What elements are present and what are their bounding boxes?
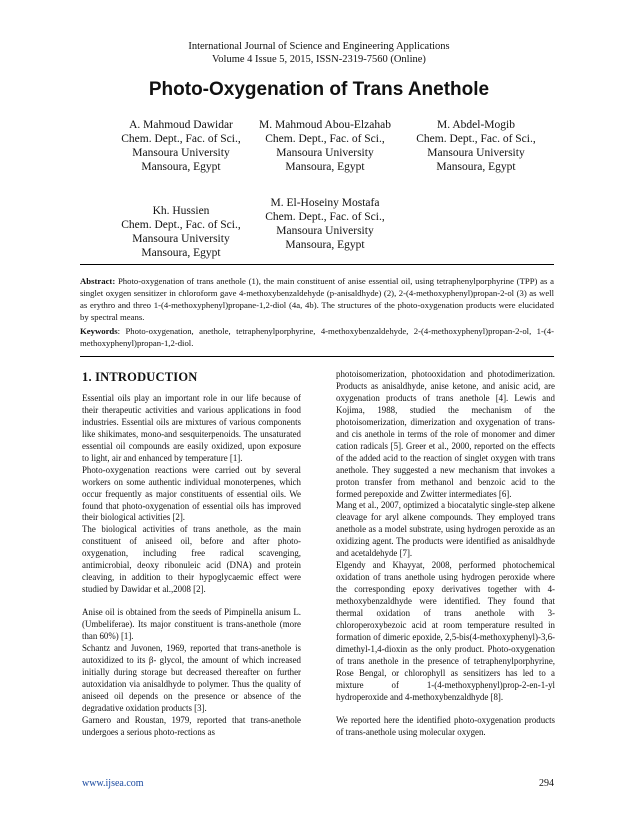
author-name: Kh. Hussien — [152, 205, 210, 217]
abstract-top-rule — [80, 264, 554, 265]
author-block-4 — [101, 204, 261, 260]
author-block-1 — [101, 118, 261, 174]
author-name: M. Abdel-Mogib — [437, 119, 515, 131]
author-name: A. Mahmoud Dawidar — [129, 119, 233, 131]
author-univ: Mansoura University — [276, 147, 374, 159]
abstract-label: Abstract: — [80, 276, 116, 286]
author-block-5 — [245, 196, 405, 252]
author-univ: Mansoura University — [276, 225, 374, 237]
author-location: Mansoura, Egypt — [285, 161, 365, 173]
author-name: M. El-Hoseiny Mostafa — [270, 197, 380, 209]
paragraph: Essential oils play an important role in our life because of their therapeutic activities and various applications in food industries. Essential oils are mixtures of various components like shikimates, mono-and sesquiterpenoids. The unsaturated essential oil compounds are easily oxidized, upon exposure to light, air and enhanced by temperature [1]. — [82, 392, 301, 463]
author-location: Mansoura, Egypt — [436, 161, 516, 173]
abstract-bottom-rule — [80, 356, 554, 357]
paragraph: Photo-oxygenation reactions were carried out by several workers on some authentic individual monoterpenes, which occur frequently as major constituents of essential oils. We found that photo-oxygenation of essential oils has improved their biological activities [2]. — [82, 464, 301, 523]
author-block-2 — [245, 118, 405, 174]
paper-title: Photo-Oxygenation of Trans Anethole — [148, 79, 490, 100]
keywords — [80, 325, 554, 349]
paragraph: The biological activities of trans anethole, as the main constituent of aniseed oil, before and after photo-oxygenation, including free radical scavenging, antimicrobial, deoxy ribonuleic acid (DNA) and protein cleaving, in addition to their hypoglycaemic effect were studied by Dawidar et al.,2008 [2]. — [82, 524, 301, 595]
author-univ: Mansoura University — [132, 233, 230, 245]
author-location: Mansoura, Egypt — [285, 239, 365, 251]
paragraph: Mang et al., 2007, optimized a biocatalytic single-step alkene cleavage for aryl alkene compounds. They employed trans anethole as a model substrate, using hydrogen peroxide as an oxidizing agent. The products were identified as anisaldhyde and acetaldehyde [7]. — [336, 500, 555, 559]
keywords-text: : Photo-oxygenation, anethole, tetraphenylporphyrine, 4-methoxybenzaldehyde, 2-(4-methoxyphenyl)propan-2-ol, 1-(4-methoxyphenyl)propan-1,2-diol. — [80, 326, 554, 348]
journal-issue: Volume 4 Issue 5, 2015, ISSN-2319-7560 (Online) — [212, 54, 426, 65]
author-dept: Chem. Dept., Fac. of Sci., — [416, 133, 536, 145]
author-dept: Chem. Dept., Fac. of Sci., — [121, 133, 241, 145]
right-column — [336, 369, 555, 739]
author-univ: Mansoura University — [427, 147, 525, 159]
paragraph: Anise oil is obtained from the seeds of Pimpinella anisum L. (Umbeliferae). Its major constituent is trans-anethole (more than 60%) [1]. — [82, 607, 301, 642]
paragraph: Schantz and Juvonen, 1969, reported that trans-anethole is autoxidized to its β- glycol, the amount of which increased initially during storage but decreased thereafter on further autoxidation via anisaldhyde to polymer. Thus the quality of aniseed oil depends on the presence or absence of the degradative oxidation products [3]. — [82, 643, 301, 713]
author-dept: Chem. Dept., Fac. of Sci., — [265, 211, 385, 223]
author-location: Mansoura, Egypt — [141, 161, 221, 173]
author-dept: Chem. Dept., Fac. of Sci., — [265, 133, 385, 145]
paragraph: We reported here the identified photo-oxygenation products of trans-anethole using molecular oxygen. — [336, 714, 555, 737]
journal-name: International Journal of Science and Engineering Applications — [188, 41, 450, 52]
abstract — [80, 275, 554, 323]
paragraph: Elgendy and Khayyat, 2008, performed photochemical oxidation of trans anethole using hydrogen peroxide where the corresponding epoxy derivatives together with 4-methoxybenzaldhyde were identified. They found that thermal oxidation of trans anethole with 3-chloroperoxybezoic acid at room temperature resulted in formation of dimeric epoxide, 2,5-bis(4-methoxyphenyl)-3,6-dimethyl-1,4-dioxin as the only product. Photo-oxygenation of trans anethole in the presence of tetraphenylporphyrine, Rose Bengal, or chlorophyll as sensitizers has led to a mixture of 1-(4-methoxyphenyl)prop-2-en-1-yl hydroperoxide and 4-methoxybenzaldhyde [8]. — [336, 560, 555, 702]
section-heading-introduction: 1. INTRODUCTION — [82, 370, 198, 384]
author-dept: Chem. Dept., Fac. of Sci., — [121, 219, 241, 231]
journal-header — [0, 40, 638, 66]
page-number: 294 — [539, 778, 554, 789]
left-column — [82, 372, 301, 739]
author-univ: Mansoura University — [132, 147, 230, 159]
author-location: Mansoura, Egypt — [141, 247, 221, 259]
abstract-text: Photo-oxygenation of trans anethole (1), the main constituent of anise essential oil, using tetraphenylporphyrine (TPP) as a singlet oxygen sensitizer in chloroform gave 4-methoxybenzaldehyde (p-anisaldhyde) (2), 2-(4-methoxyphenyl)propan-2-ol (3) as well as erythro and threo 1-(4-methoxyphenyl)propane-1,2-diol (4a, 4b). The structures of the photo-oxygenation products were elucidated by spectral means. — [80, 276, 554, 322]
keywords-label: Keywords — [80, 326, 118, 336]
footer-website-link[interactable]: www.ijsea.com — [82, 778, 144, 789]
author-name: M. Mahmoud Abou-Elzahab — [259, 119, 391, 131]
paragraph: Garnero and Roustan, 1979, reported that trans-anethole undergoes a serious photo-rections as — [82, 714, 301, 737]
paragraph: photoisomerization, photooxidation and photodimerization. Products as anisaldhyde, anise ketone, and anisic acid, are oxygenation products of trans anethole [4]. Lewis and Kojima, 1988, studied the mechanism of the photoisomerization, dimerization and oxygenation of trans- and cis anethole in terms of the role of monomer and dimer cation radicals [5]. Greer et al., 2000, reported on the effects of the added acid to the reaction of singlet oxygen with trans anethole. They suggested a new mechanism that invokes a proton transfer from methanol and benzoic acid to the formed perepoxide and Zwitter intermediates [6]. — [336, 369, 555, 499]
author-block-3 — [396, 118, 556, 174]
